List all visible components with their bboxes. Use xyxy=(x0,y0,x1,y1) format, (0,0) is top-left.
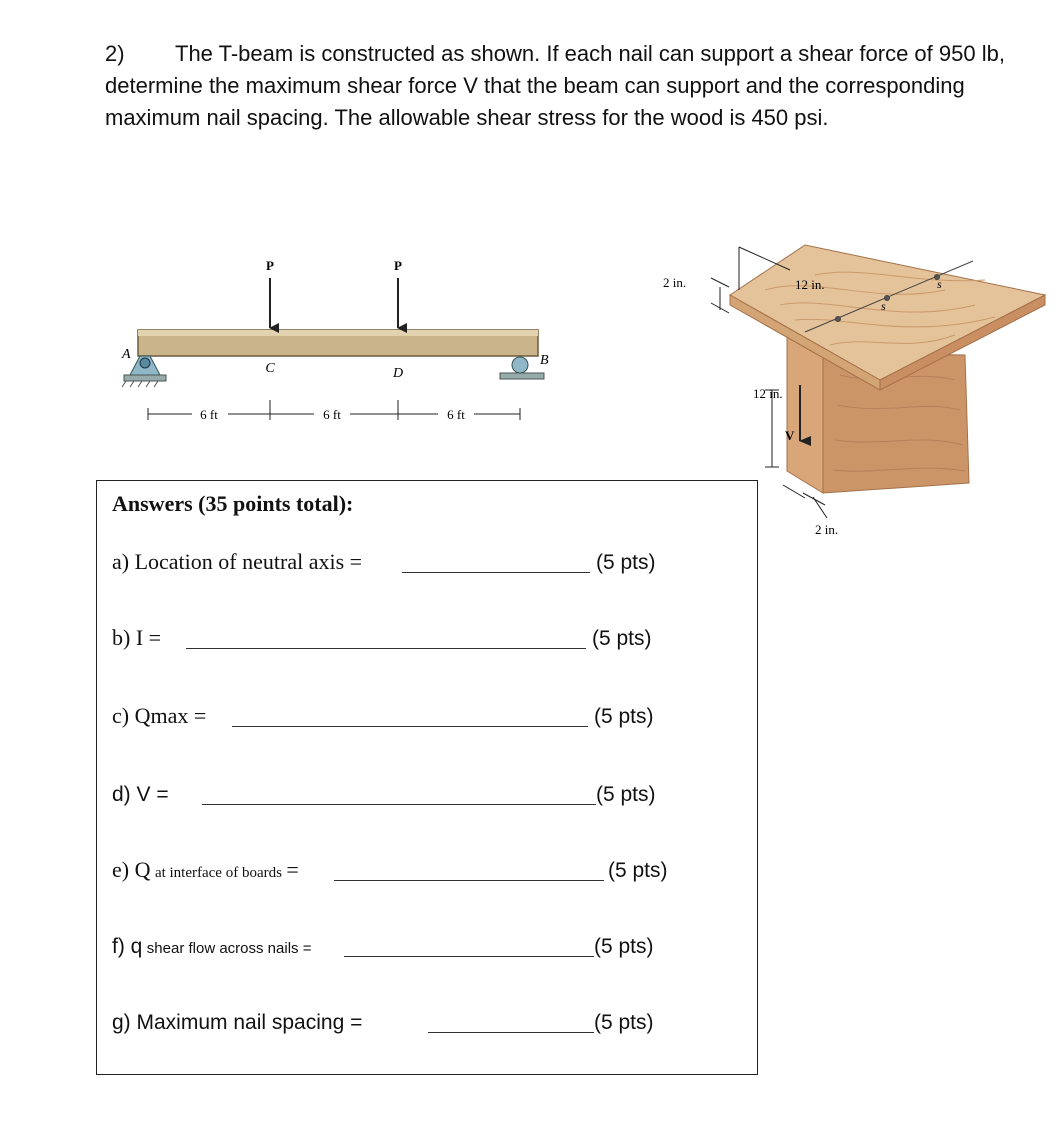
answer-e-row xyxy=(112,857,752,887)
answers-box xyxy=(96,480,758,1075)
answer-g-row xyxy=(112,1009,752,1039)
spacing-label-2: s xyxy=(937,277,942,291)
answer-e-label xyxy=(112,857,299,883)
answer-b-label: b) I = xyxy=(112,625,162,650)
answer-f-prefix: f) q xyxy=(112,935,143,958)
answer-e-prefix: e) Q xyxy=(112,857,151,882)
answer-c-blank[interactable] xyxy=(232,726,588,727)
answer-f-blank[interactable] xyxy=(344,956,594,957)
flange-width-label: 12 in. xyxy=(795,277,825,292)
answer-c-label: c) Qmax = xyxy=(112,703,207,728)
answer-b-blank[interactable] xyxy=(186,648,586,649)
answer-a-blank[interactable] xyxy=(402,572,590,573)
point-b-label: B xyxy=(540,353,549,368)
answer-f-label xyxy=(112,935,311,959)
answer-e-subscript: at interface of boards xyxy=(154,865,282,881)
answers-title: Answers (35 points total): xyxy=(112,491,354,516)
web-thickness-label: 2 in. xyxy=(815,522,839,537)
point-d-label: D xyxy=(392,366,404,381)
span-2-label: 6 ft xyxy=(323,407,341,422)
answer-e-blank[interactable] xyxy=(334,880,604,881)
answer-a-label: a) Location of neutral axis = xyxy=(112,549,363,574)
load-label-p1: P xyxy=(266,258,274,273)
answer-f-subscript: shear flow across nails = xyxy=(146,940,312,957)
answer-d-label: d) V = xyxy=(112,783,169,806)
span-3-label: 6 ft xyxy=(447,407,465,422)
answer-c-points: (5 pts) xyxy=(594,705,654,728)
answer-b-points: (5 pts) xyxy=(592,627,652,650)
answer-f-points: (5 pts) xyxy=(594,935,654,958)
flange-thickness-label: 2 in. xyxy=(663,275,687,290)
answer-g-points: (5 pts) xyxy=(594,1011,654,1034)
answer-e-points: (5 pts) xyxy=(608,859,668,882)
problem-text: The T-beam is constructed as shown. If each nail can support a shear force of 950 lb, determine the maximum shear force V that the beam can support and the corresponding maximum nail spacing. The allowable shear stress for the wood is 450 psi. xyxy=(105,41,1005,130)
answer-e-equals: = xyxy=(286,857,299,882)
answer-a-points: (5 pts) xyxy=(596,551,656,574)
beam-diagram xyxy=(108,250,568,435)
web-height-label: 12 in. xyxy=(753,386,783,401)
answer-a-row xyxy=(112,549,752,579)
load-label-p2: P xyxy=(394,258,402,273)
spacing-label-1: s xyxy=(881,299,886,313)
flange-board xyxy=(730,245,1045,380)
answer-c-row xyxy=(112,703,752,733)
roller-support-b xyxy=(500,357,544,379)
shear-label: V xyxy=(785,428,795,443)
span-1-label: 6 ft xyxy=(200,407,218,422)
problem-statement xyxy=(105,38,1005,134)
answer-d-row xyxy=(112,781,752,811)
answer-f-row xyxy=(112,933,752,963)
answer-d-blank[interactable] xyxy=(202,804,596,805)
answer-b-row xyxy=(112,625,752,655)
point-c-label: C xyxy=(265,361,275,376)
answer-g-label: g) Maximum nail spacing = xyxy=(112,1011,363,1034)
answer-g-blank[interactable] xyxy=(428,1032,594,1033)
point-a-label: A xyxy=(122,347,131,362)
answer-d-points: (5 pts) xyxy=(596,783,656,806)
problem-number: 2) xyxy=(105,41,125,66)
web-board xyxy=(787,331,823,493)
